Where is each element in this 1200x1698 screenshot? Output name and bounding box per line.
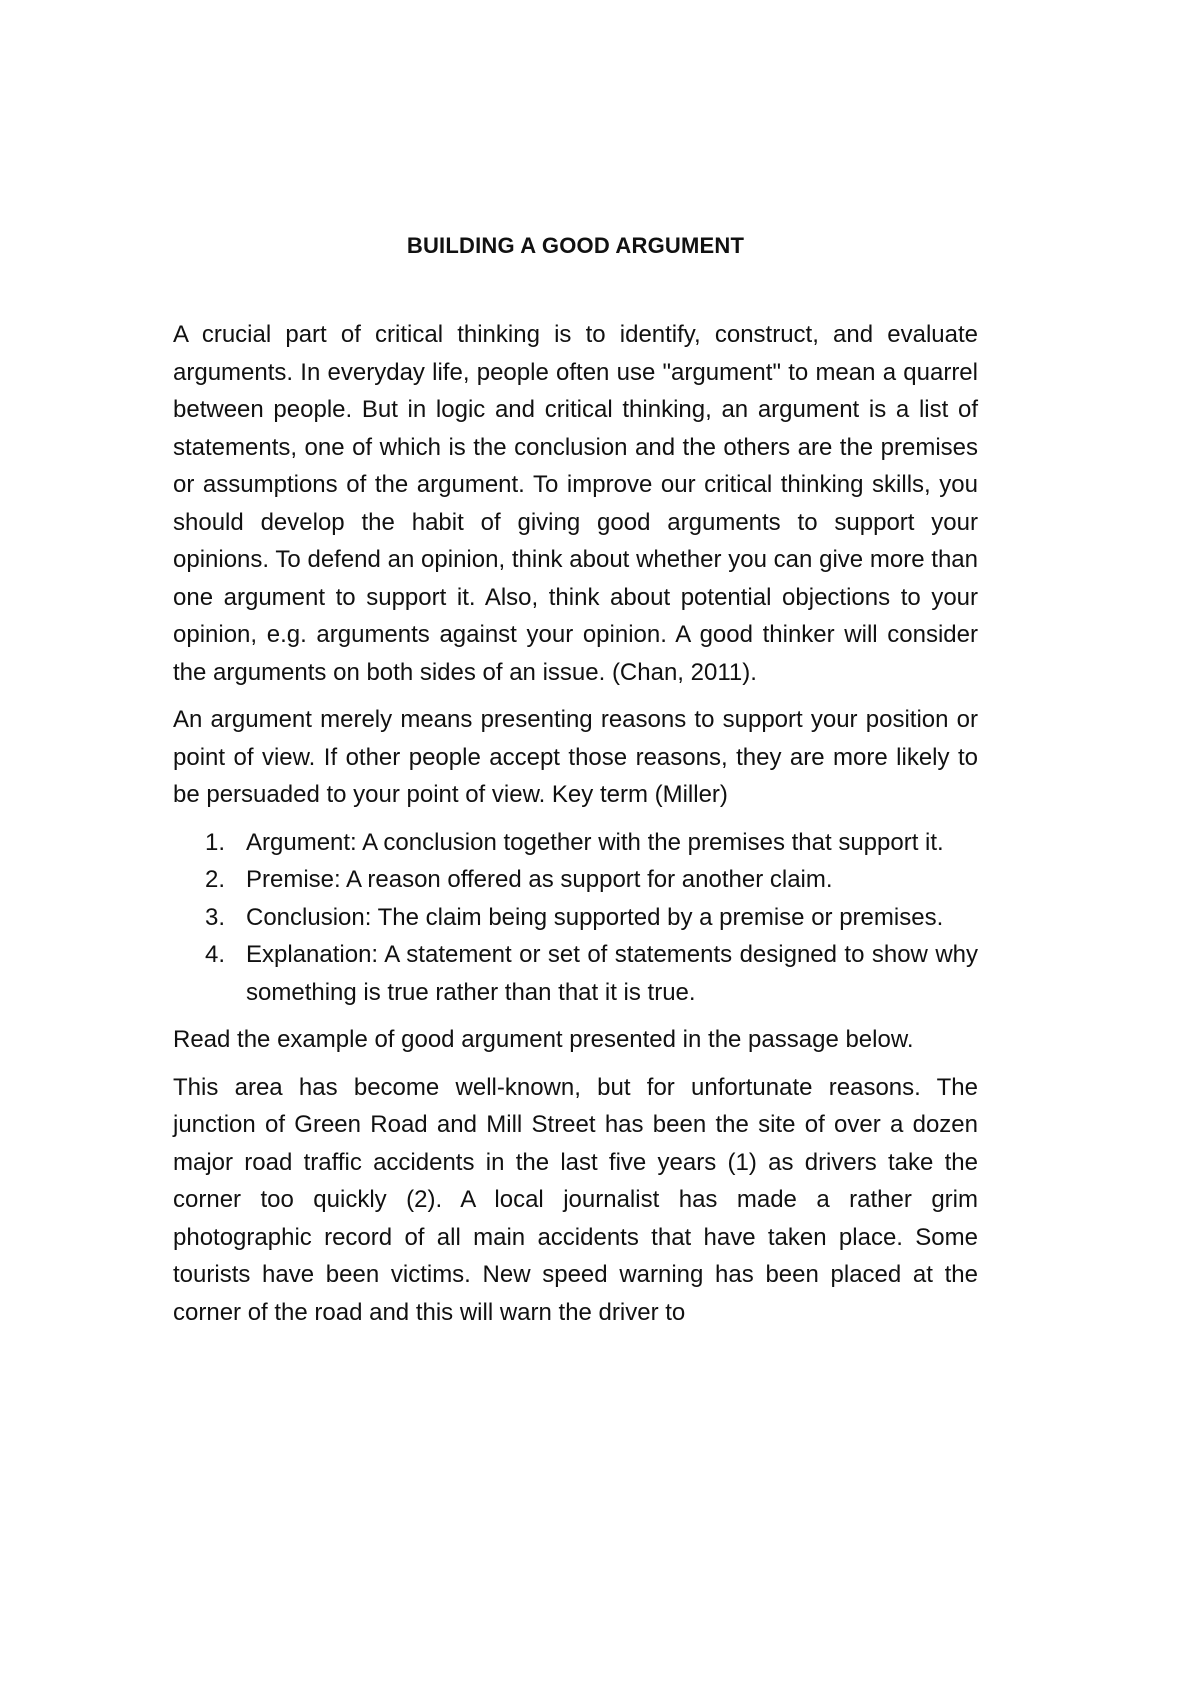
document-title: BUILDING A GOOD ARGUMENT (406, 233, 745, 258)
list-item (173, 936, 978, 1011)
list-item (173, 861, 978, 899)
document-page (173, 232, 978, 1341)
list-item (173, 824, 978, 862)
argument-definition-paragraph: An argument merely means presenting reasons to support your position or point of view. If other people accept those reasons, they are more likely to be persuaded to your point of view. Key term (Miller) (173, 706, 978, 808)
list-item (173, 899, 978, 937)
list-item-text: Conclusion: The claim being supported by a premise or premises. (246, 903, 944, 931)
example-passage-paragraph: This area has become well-known, but for unfortunate reasons. The junction of Green Road and Mill Street has been the site of over a dozen major road traffic accidents in the last five years (1) as drivers take the corner too quickly (2). A local journalist has made a rather grim photographic record of all main accidents that have taken place. Some tourists have been victims. New speed warning has been placed at the corner of the road and this will warn the driver to (173, 1073, 978, 1326)
list-item-number: 3. (205, 903, 226, 931)
list-item-number: 1. (205, 828, 226, 856)
list-item-text: Argument: A conclusion together with the premises that support it. (246, 828, 944, 856)
key-terms-list (173, 824, 978, 1012)
intro-paragraph: A crucial part of critical thinking is to identify, construct, and evaluate arguments. In everyday life, people often use "argument" to mean a quarrel between people. But in logic and critical thinking, an argument is a list of statements, one of which is the conclusion and the others are the premises or assumptions of the argument. To improve our critical thinking skills, you should develop the habit of giving good arguments to support your opinions. To defend an opinion, think about whether you can give more than one argument to support it. Also, think about potential objections to your opinion, e.g. arguments against your opinion. A good thinker will consider the arguments on both sides of an issue. (Chan, 2011). (173, 321, 978, 686)
list-item-number: 2. (205, 866, 226, 893)
example-intro-paragraph: Read the example of good argument presented in the passage below. (173, 1026, 914, 1053)
list-item-text: Explanation: A statement or set of statements designed to show why something is true rather than that it is true. (246, 941, 978, 1006)
list-item-text: Premise: A reason offered as support for another claim. (246, 866, 833, 893)
list-item-number: 4. (205, 941, 226, 968)
